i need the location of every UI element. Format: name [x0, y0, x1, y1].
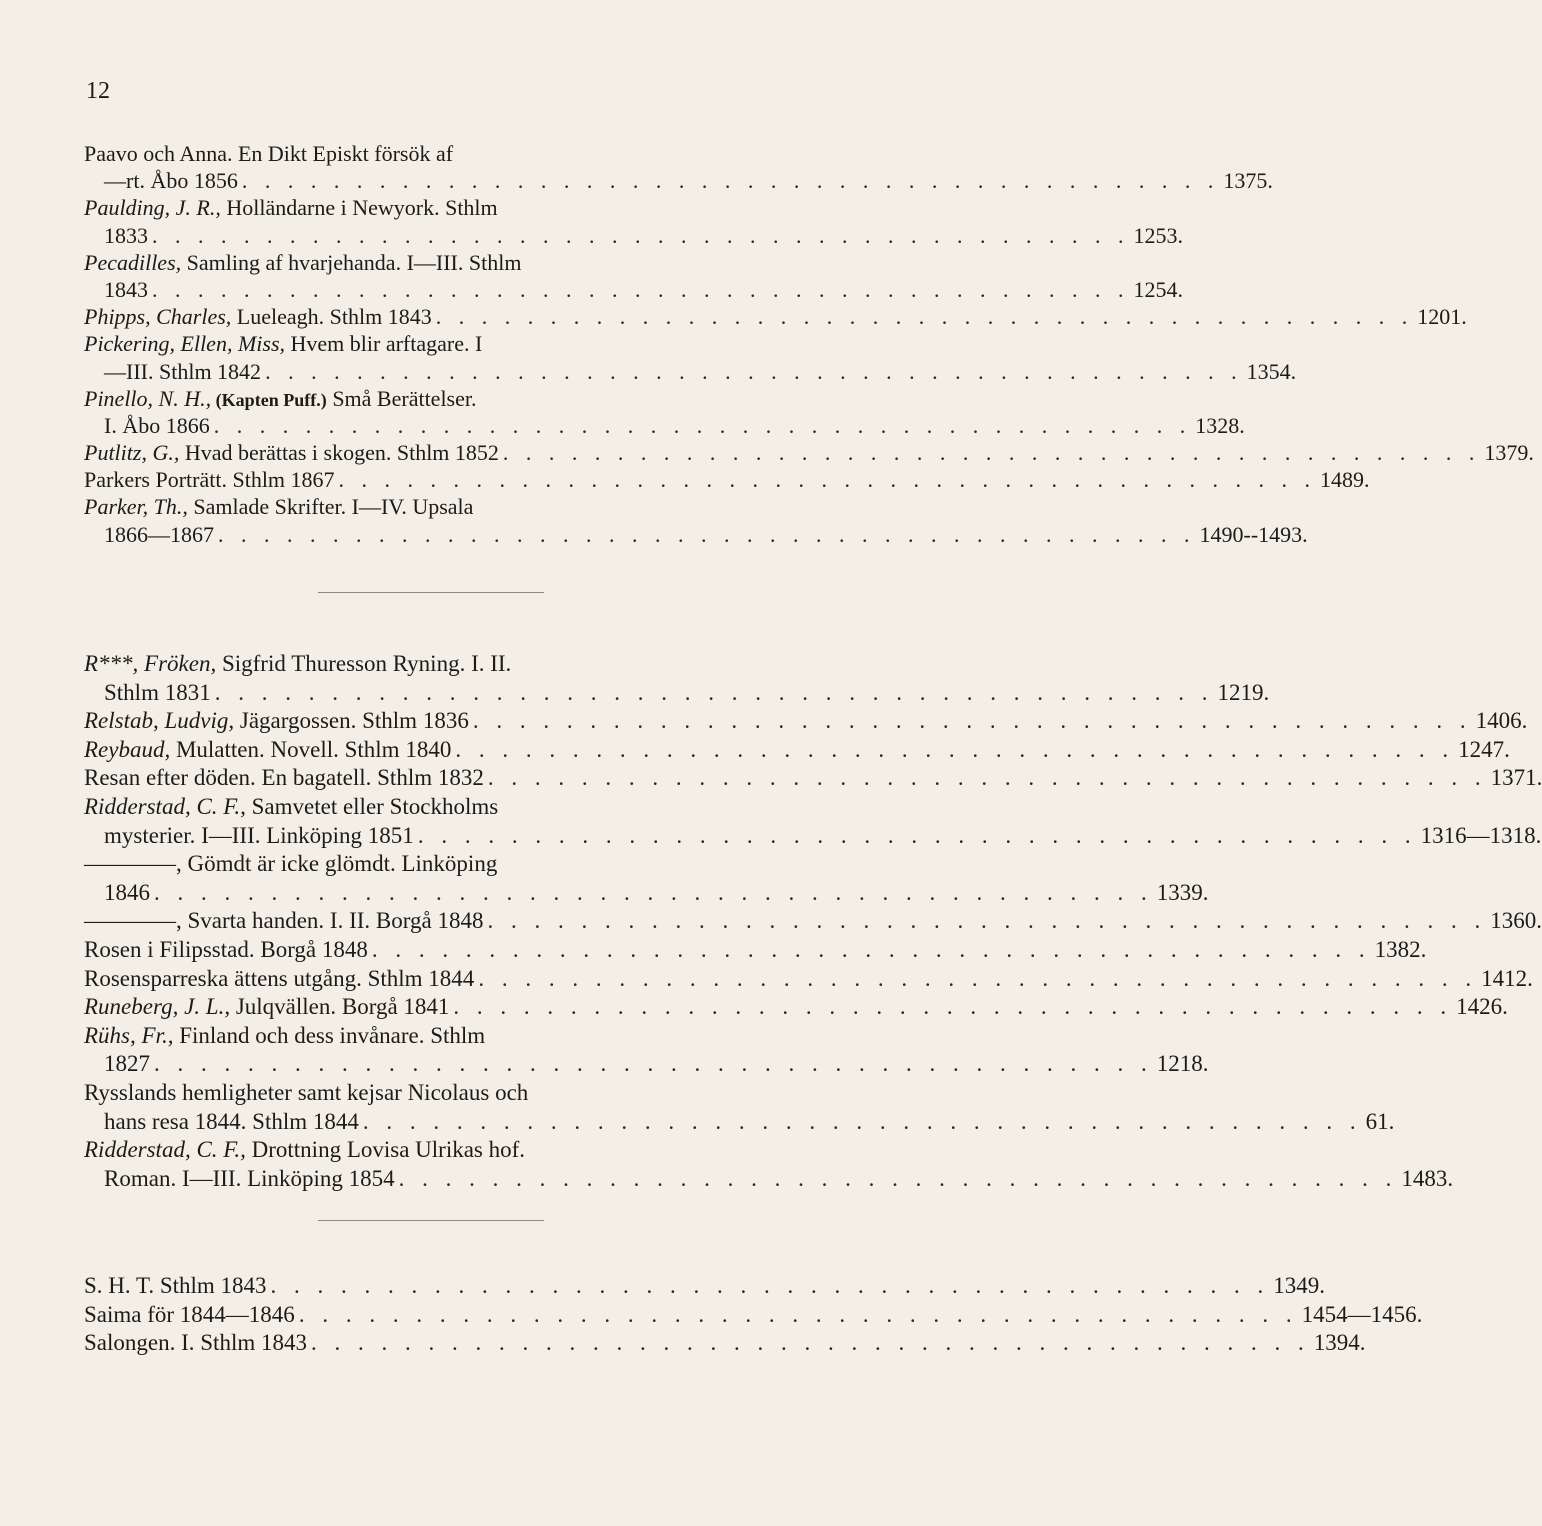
entry-text: [104, 679, 211, 708]
entry-line: [0, 303, 1467, 330]
entry-text: [84, 250, 521, 275]
entry-text: [84, 1329, 307, 1358]
entry-text: [84, 195, 498, 220]
catalog-entry: [0, 1329, 1366, 1358]
entry-line: [0, 1108, 1395, 1137]
entry-text: [84, 1272, 267, 1301]
catalog-number: 1382.: [1374, 936, 1427, 962]
catalog-entry: [0, 466, 1370, 493]
entry-title-text: ————, Svarta handen. I. II. Borgå 1848: [84, 908, 484, 934]
entry-text: [84, 1023, 485, 1048]
dot-leader: . . . . . . . . . . . . . . . . . . . . . . . . . . . . . . . . . . . . . . . . . . .: [213, 412, 1192, 438]
dot-leader: . . . . . . . . . . . . . . . . . . . . . . . . . . . . . . . . . . . . . . . . . . .: [453, 994, 1453, 1020]
entry-text: [84, 764, 484, 793]
dot-leader: . . . . . . . . . . . . . . . . . . . . . . . . . . . . . . . . . . . . . . . . . . .: [310, 1330, 1310, 1356]
entry-line: [0, 167, 1273, 194]
dot-leader: . . . . . . . . . . . . . . . . . . . . . . . . . . . . . . . . . . . . . . . . . . .: [152, 222, 1130, 248]
entry-line: [0, 1050, 1209, 1079]
entry-text: [104, 1050, 150, 1079]
entry-title-text: Paavo och Anna. En Dikt Episkt försök af: [84, 141, 454, 166]
entry-text: [104, 222, 148, 249]
entry-author: Runeberg, J. L.,: [84, 994, 231, 1020]
entry-author: Pickering, Ellen, Miss,: [84, 331, 286, 357]
entry-text: [84, 1301, 295, 1330]
catalog-number: 1349.: [1273, 1273, 1326, 1298]
entry-line: [0, 140, 860, 167]
catalog-number: 1201.: [1417, 304, 1467, 330]
entry-text: [84, 494, 473, 519]
entry-author: Rühs, Fr.,: [84, 1022, 174, 1048]
catalog-entry: [0, 140, 1273, 194]
dot-leader: . . . . . . . . . . . . . . . . . . . . . . . . . . . . . . . . . . . . . . . . . . .: [154, 1051, 1153, 1077]
dot-leader: . . . . . . . . . . . . . . . . . . . . . . . . . . . . . . . . . . . . . . . . . . .: [298, 1301, 1298, 1327]
entry-title-text: Sigfrid Thuresson Ryning. I. II.: [216, 651, 512, 676]
dot-leader: . . . . . . . . . . . . . . . . . . . . . . . . . . . . . . . . . . . . . . . . . . .: [487, 908, 1487, 934]
entry-line: [0, 1272, 1326, 1301]
dot-leader: . . . . . . . . . . . . . . . . . . . . . . . . . . . . . . . . . . . . . . . . . . .: [371, 936, 1371, 962]
entry-line: [0, 1079, 860, 1108]
catalog-number: 1406.: [1475, 708, 1528, 734]
catalog-entry: [0, 439, 1534, 466]
entry-pseudonym: (Kapten Puff.): [211, 389, 327, 410]
catalog-number: 1489.: [1320, 467, 1370, 493]
entry-author: Paulding, J. R.,: [84, 195, 221, 221]
entry-line: [0, 466, 1370, 493]
catalog-entry: [0, 793, 1542, 850]
entry-line: [0, 330, 860, 357]
catalog-entry: [0, 907, 1542, 936]
catalog-entry: [0, 1022, 1209, 1079]
entry-text: [84, 1080, 528, 1105]
catalog-entry: [0, 965, 1533, 994]
entry-line: [0, 1329, 1366, 1358]
entry-title-text: Lueleagh. Sthlm 1843: [231, 304, 432, 330]
dot-leader: . . . . . . . . . . . . . . . . . . . . . . . . . . . . . . . . . . . . . . . . . . .: [270, 1273, 1270, 1298]
entry-title-text: ————, Gömdt är icke glömdt. Linköping: [84, 851, 498, 877]
catalog-entry: [0, 993, 1508, 1022]
catalog-number: 1339.: [1156, 879, 1209, 905]
entry-text: [84, 993, 449, 1022]
catalog-entry: [0, 330, 1297, 384]
catalog-entry: [0, 1136, 1454, 1193]
entry-title-text: Holländarne i Newyork. Sthlm: [220, 195, 498, 221]
dot-leader: . . . . . . . . . . . . . . . . . . . . . . . . . . . . . . . . . . . . . . . . . . .: [478, 965, 1478, 991]
catalog-number: 1412.: [1481, 965, 1533, 991]
catalog-number: 1360.: [1490, 908, 1542, 934]
entry-title-text: I. Åbo 1866: [104, 412, 210, 438]
entry-line: [0, 736, 1510, 765]
dot-leader: . . . . . . . . . . . . . . . . . . . . . . . . . . . . . . . . . . . . . . . . . . .: [241, 168, 1220, 194]
entry-title-text: Jägargossen. Sthlm 1836: [234, 708, 469, 734]
catalog-entry: [0, 493, 1308, 547]
catalog-number: 1254.: [1133, 276, 1183, 302]
dot-leader: . . . . . . . . . . . . . . . . . . . . . . . . . . . . . . . . . . . . . . . . . . .: [218, 521, 1196, 547]
entry-line: [0, 793, 860, 822]
entry-text: [84, 965, 474, 994]
entry-title-text: Små Berättelser.: [326, 385, 477, 411]
entry-author: Ridderstad, C. F.,: [84, 793, 246, 819]
section-divider: [318, 1220, 544, 1221]
entry-line: [0, 521, 1308, 548]
dot-leader: . . . . . . . . . . . . . . . . . . . . . . . . . . . . . . . . . . . . . . . . . . .: [417, 822, 1417, 848]
entry-title-text: Samlade Skrifter. I—IV. Upsala: [187, 494, 474, 520]
entry-line: [0, 249, 860, 276]
catalog-entry: [0, 707, 1528, 736]
entry-line: [0, 679, 1270, 708]
entry-text: [84, 851, 497, 876]
entry-author: R***, Fröken,: [84, 651, 217, 676]
catalog-entry: [0, 936, 1427, 965]
entry-text: [84, 331, 482, 356]
catalog-number: 1375.: [1223, 168, 1273, 194]
entry-line: [0, 993, 1508, 1022]
entry-text: [84, 439, 499, 466]
catalog-number: 61.: [1365, 1108, 1395, 1134]
entries-section-r: [0, 650, 1542, 1193]
entry-title-text: hans resa 1844. Sthlm 1844: [104, 1108, 359, 1134]
catalog-number: 1490--1493.: [1199, 521, 1308, 547]
section-divider: [318, 592, 544, 593]
entry-text: [104, 521, 214, 548]
entry-title-text: Drottning Lovisa Ulrikas hof.: [245, 1137, 526, 1163]
catalog-number: 1394.: [1313, 1330, 1366, 1356]
catalog-number: 1426.: [1456, 994, 1508, 1020]
entry-title-text: Rosensparreska ättens utgång. Sthlm 1844: [84, 965, 475, 991]
entry-title-text: —III. Sthlm 1842: [104, 358, 262, 384]
entry-line: [0, 650, 860, 679]
entry-text: [84, 1137, 525, 1162]
entry-line: [0, 493, 860, 520]
dot-leader: . . . . . . . . . . . . . . . . . . . . . . . . . . . . . . . . . . . . . . . . . . .: [154, 879, 1153, 905]
catalog-entry: [0, 249, 1183, 303]
entry-line: [0, 358, 1297, 385]
catalog-number: 1218.: [1156, 1051, 1209, 1077]
entry-text: [84, 936, 368, 965]
dot-leader: . . . . . . . . . . . . . . . . . . . . . . . . . . . . . . . . . . . . . . . . . . .: [487, 765, 1487, 791]
entry-text: [104, 358, 261, 385]
entry-line: [0, 822, 1542, 851]
entry-line: [0, 965, 1533, 994]
entries-section-p: [0, 140, 1534, 548]
entry-line: [0, 1136, 860, 1165]
catalog-number: 1316—1318.: [1420, 822, 1542, 848]
entry-title-text: Rosen i Filipsstad. Borgå 1848: [84, 936, 368, 962]
entry-title-text: Hvad berättas i skogen. Sthlm 1852: [179, 440, 499, 466]
entry-title-text: —rt. Åbo 1856: [104, 168, 238, 194]
entry-text: [104, 822, 414, 851]
catalog-entry: [0, 850, 1209, 907]
entry-line: [0, 222, 1183, 249]
entry-text: [104, 1165, 395, 1194]
catalog-number: 1219.: [1217, 679, 1270, 705]
entry-line: [0, 879, 1209, 908]
dot-leader: . . . . . . . . . . . . . . . . . . . . . . . . . . . . . . . . . . . . . . . . . . .: [152, 276, 1130, 302]
catalog-number: 1328.: [1195, 412, 1245, 438]
entry-author: Phipps, Charles,: [84, 304, 232, 330]
entry-title-text: Hvem blir arftagare. I: [285, 331, 483, 357]
entry-title-text: 1827: [104, 1051, 150, 1077]
entry-line: [0, 412, 1245, 439]
entry-title-text: Julqvällen. Borgå 1841: [230, 994, 450, 1020]
entry-text: [104, 276, 148, 303]
entry-title-text: Mulatten. Novell. Sthlm 1840: [170, 736, 452, 762]
catalog-entry: [0, 764, 1542, 793]
entry-line: [0, 1165, 1454, 1194]
entry-title-text: Parkers Porträtt. Sthlm 1867: [84, 467, 335, 493]
entry-line: [0, 1301, 1423, 1330]
entry-line: [0, 936, 1427, 965]
dot-leader: . . . . . . . . . . . . . . . . . . . . . . . . . . . . . . . . . . . . . . . . . . .: [362, 1108, 1362, 1134]
catalog-entry: [0, 1079, 1395, 1136]
entry-title-text: 1866—1867: [104, 521, 214, 547]
catalog-entry: [0, 1301, 1423, 1330]
entry-text: [84, 651, 511, 676]
entry-text: [84, 707, 469, 736]
entry-text: [104, 1108, 359, 1137]
entry-text: [84, 794, 498, 819]
entry-line: [0, 1022, 860, 1051]
entry-title-text: Samvetet eller Stockholms: [245, 793, 499, 819]
entry-title-text: Resan efter döden. En bagatell. Sthlm 1832: [84, 765, 484, 791]
catalog-number: 1379.: [1484, 440, 1534, 466]
dot-leader: . . . . . . . . . . . . . . . . . . . . . . . . . . . . . . . . . . . . . . . . . . .: [214, 679, 1214, 705]
catalog-number: 1454—1456.: [1301, 1301, 1423, 1327]
entry-text: [84, 466, 335, 493]
entry-line: [0, 194, 860, 221]
entry-author: Pinello, N. H.,: [84, 385, 212, 411]
entry-title-text: Sthlm 1831: [104, 679, 211, 705]
catalog-entry: [0, 1272, 1326, 1301]
catalog-number: 1253.: [1133, 222, 1183, 248]
entry-line: [0, 385, 860, 412]
entry-line: [0, 276, 1183, 303]
entry-text: [84, 907, 483, 936]
entry-line: [0, 439, 1534, 466]
entry-text: [84, 303, 432, 330]
dot-leader: . . . . . . . . . . . . . . . . . . . . . . . . . . . . . . . . . . . . . . . . . . .: [338, 467, 1317, 493]
entry-author: Parker, Th.,: [84, 494, 188, 520]
dot-leader: . . . . . . . . . . . . . . . . . . . . . . . . . . . . . . . . . . . . . . . . . . .: [265, 358, 1243, 384]
entry-text: [104, 412, 210, 439]
entry-line: [0, 707, 1528, 736]
entry-title-text: mysterier. I—III. Linköping 1851: [104, 822, 414, 848]
catalog-number: 1371.: [1490, 765, 1542, 791]
dot-leader: . . . . . . . . . . . . . . . . . . . . . . . . . . . . . . . . . . . . . . . . . . .: [398, 1165, 1398, 1191]
catalog-number: 1483.: [1401, 1165, 1454, 1191]
catalog-number: 1247.: [1458, 736, 1510, 762]
entry-title-text: Finland och dess invånare. Sthlm: [173, 1022, 486, 1048]
entries-section-s: [0, 1272, 1423, 1358]
entry-author: Pecadilles,: [84, 249, 182, 275]
entry-text: [84, 386, 477, 411]
entry-title-text: S. H. T. Sthlm 1843: [84, 1273, 267, 1298]
entry-author: Reybaud,: [84, 736, 171, 762]
catalog-number: 1354.: [1246, 358, 1297, 384]
entry-text: [84, 736, 451, 765]
entry-title-text: Rysslands hemligheter samt kejsar Nicolaus och: [84, 1079, 529, 1105]
page-number: 12: [86, 78, 110, 104]
entry-text: [104, 167, 238, 194]
catalog-entry: [0, 385, 1245, 439]
entry-title-text: 1846: [104, 879, 150, 905]
catalog-entry: [0, 736, 1510, 765]
entry-author: Ridderstad, C. F.,: [84, 1137, 246, 1163]
entry-line: [0, 850, 860, 879]
dot-leader: . . . . . . . . . . . . . . . . . . . . . . . . . . . . . . . . . . . . . . . . . . .: [472, 708, 1472, 734]
entry-title-text: Roman. I—III. Linköping 1854: [104, 1165, 395, 1191]
entry-author: Putlitz, G.,: [84, 440, 180, 466]
entry-line: [0, 907, 1542, 936]
entry-text: [104, 879, 150, 908]
entry-text: [84, 141, 453, 166]
entry-title-text: Saima för 1844—1846: [84, 1301, 295, 1327]
entry-title-text: Salongen. I. Sthlm 1843: [84, 1330, 307, 1356]
catalog-entry: [0, 303, 1467, 330]
catalog-entry: [0, 650, 1270, 707]
dot-leader: . . . . . . . . . . . . . . . . . . . . . . . . . . . . . . . . . . . . . . . . . . .: [502, 440, 1481, 466]
entry-author: Relstab, Ludvig,: [84, 708, 235, 734]
entry-line: [0, 764, 1542, 793]
dot-leader: . . . . . . . . . . . . . . . . . . . . . . . . . . . . . . . . . . . . . . . . . . .: [435, 304, 1414, 330]
entry-title-text: 1833: [104, 222, 148, 248]
dot-leader: . . . . . . . . . . . . . . . . . . . . . . . . . . . . . . . . . . . . . . . . . . .: [455, 736, 1455, 762]
entry-title-text: Samling af hvarjehanda. I—III. Sthlm: [181, 249, 522, 275]
entry-title-text: 1843: [104, 276, 148, 302]
catalog-entry: [0, 194, 1183, 248]
